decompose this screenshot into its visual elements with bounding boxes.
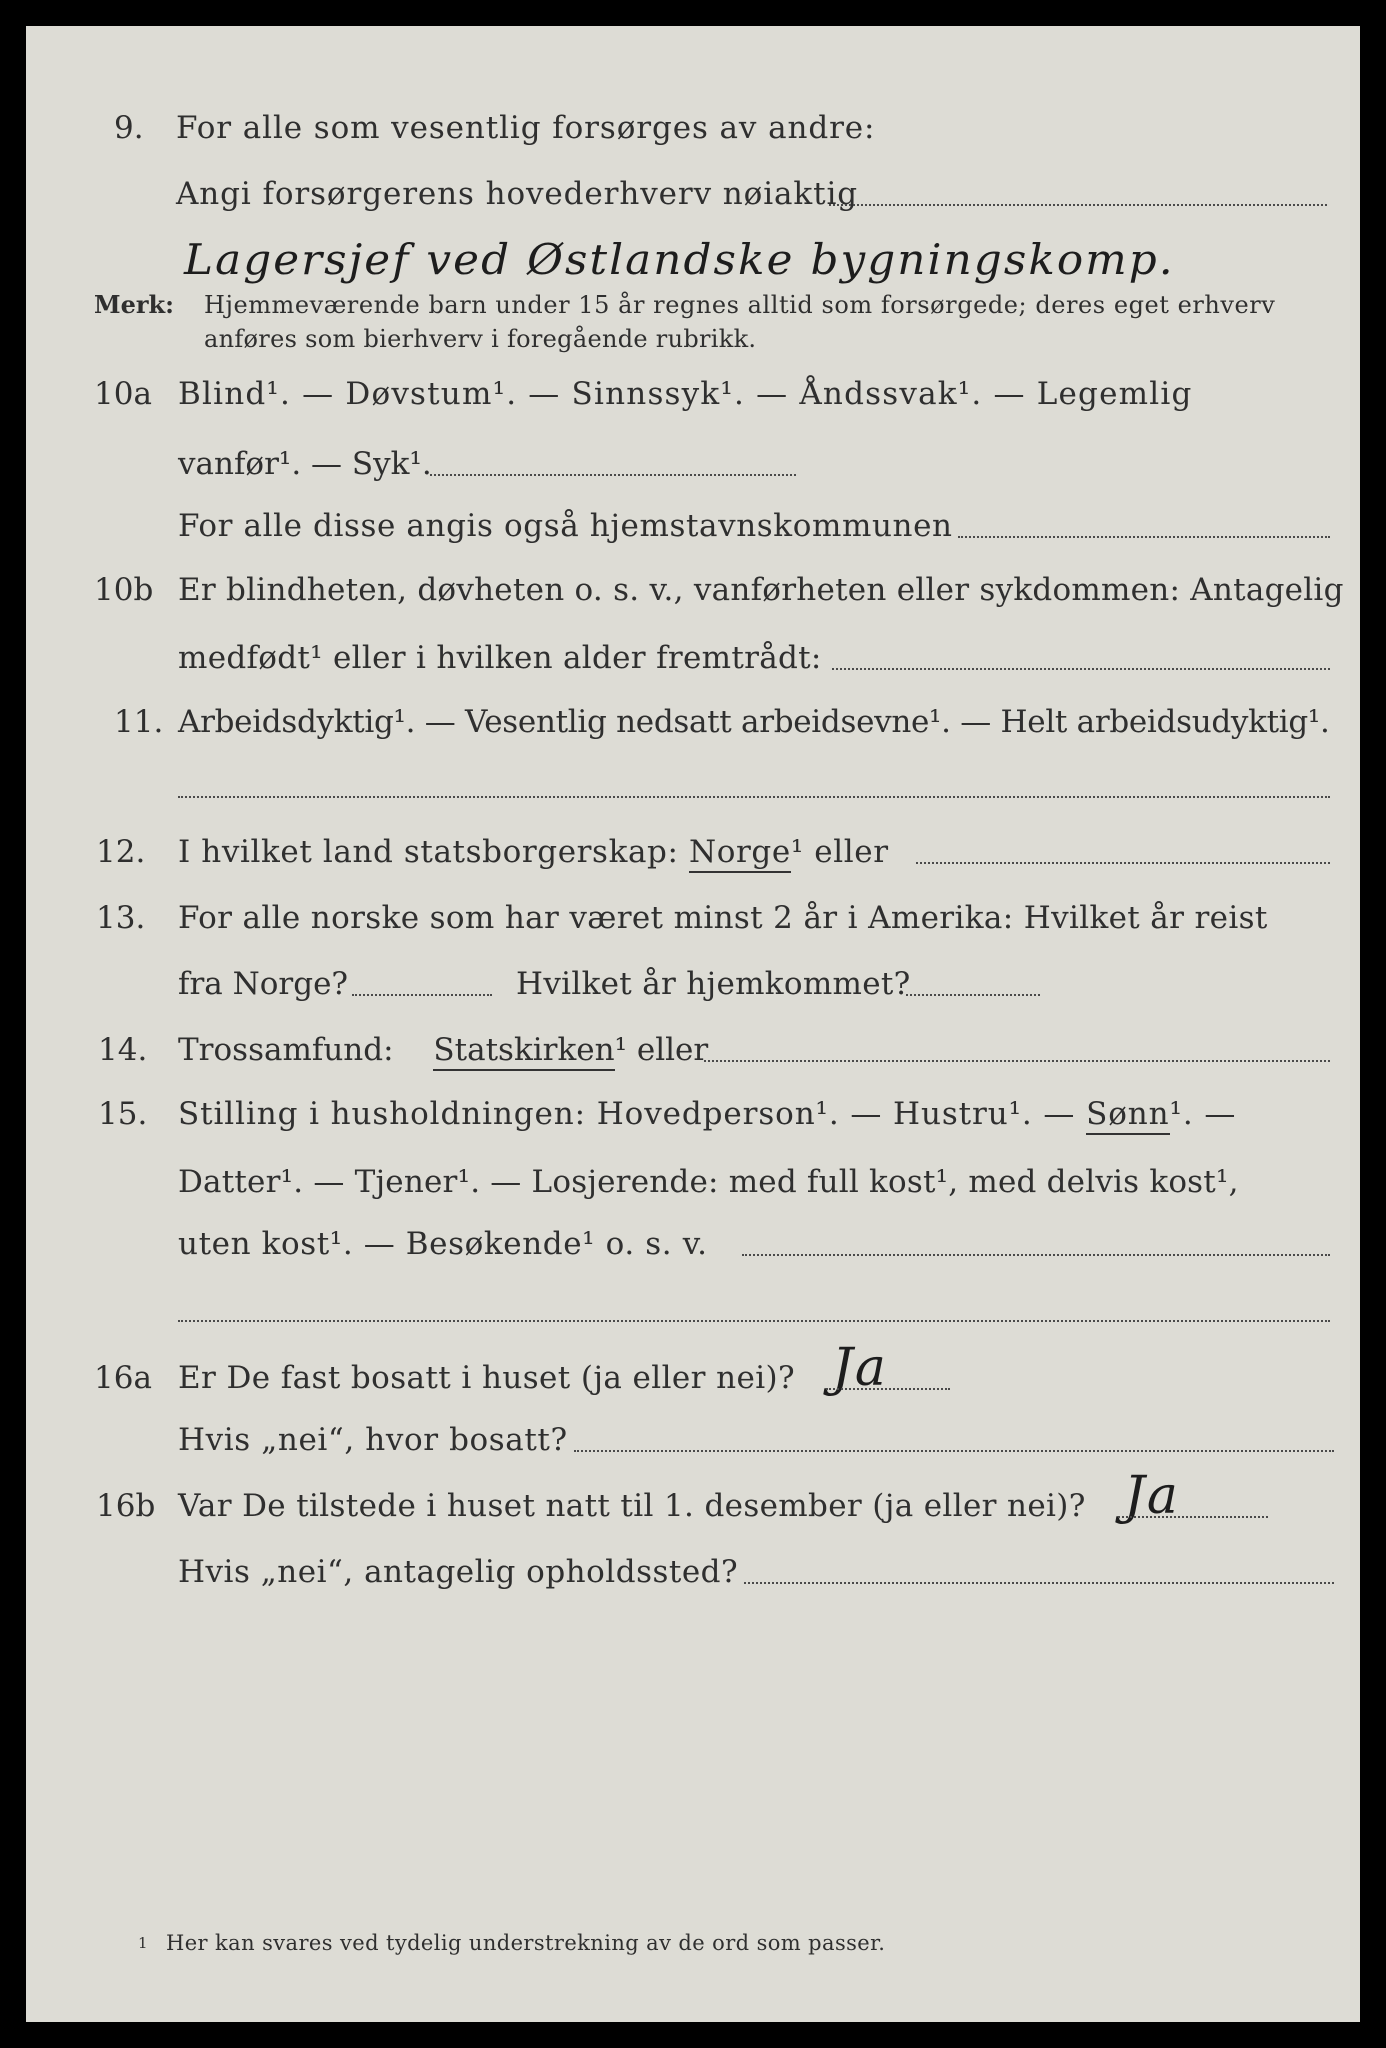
q16b-line1: Var De tilstede i huset natt til 1. desember (ja eller nei)? xyxy=(178,1488,1086,1524)
merk-line1: Hjemmeværende barn under 15 år regnes alltid som forsørgede; deres eget erhverv xyxy=(204,291,1276,319)
merk-line2: anføres som bierhverv i foregående rubrikk. xyxy=(204,325,757,353)
q10a-line1: Blind¹. — Døvstum¹. — Sinnssyk¹. — Åndssvak¹. — Legemlig xyxy=(178,376,1193,412)
footnote-text: Her kan svares ved tydelig understrekning av de ord som passer. xyxy=(166,1931,886,1955)
q11-line1: Arbeidsdyktig¹. — Vesentlig nedsatt arbeidsevne¹. — Helt arbeidsudyktig¹. xyxy=(178,704,1330,740)
q16a-line1: Er De fast bosatt i huset (ja eller nei)? xyxy=(178,1360,796,1396)
merk-label: Merk: xyxy=(94,290,174,319)
q14-eller: ¹ eller xyxy=(614,1032,709,1068)
q16b-answer-line xyxy=(1118,1516,1268,1518)
q14-answer-line xyxy=(704,1060,1330,1062)
q14-question: Trossamfund: xyxy=(178,1032,394,1068)
q9-number: 9. xyxy=(114,110,144,146)
q14-line xyxy=(178,1030,708,1070)
q9-line1: For alle som vesentlig forsørges av andre: xyxy=(176,110,876,146)
q15-line3: uten kost¹. — Besøkende¹ o. s. v. xyxy=(178,1226,708,1262)
q15-answer-line-1 xyxy=(742,1254,1330,1256)
q16a-handwritten-answer: Ja xyxy=(832,1338,888,1398)
q16a-bosatt-line xyxy=(574,1450,1334,1452)
q14-statskirken-underlined: Statskirken xyxy=(433,1032,614,1071)
q12-norge-underlined: Norge xyxy=(689,834,791,873)
q15-line1-end: ¹. — xyxy=(1169,1096,1237,1132)
q12-eller: ¹ eller xyxy=(790,834,889,870)
q13-reist-line xyxy=(352,994,492,996)
q16a-line2: Hvis „nei“, hvor bosatt? xyxy=(178,1422,568,1458)
q14-number: 14. xyxy=(98,1032,148,1068)
q12-number: 12. xyxy=(96,834,146,870)
q10a-hjemstavn-line xyxy=(958,536,1330,538)
q10a-line3: For alle disse angis også hjemstavnskommunen xyxy=(178,508,953,544)
q10b-line2: medfødt¹ eller i hvilken alder fremtrådt: xyxy=(178,640,822,676)
q16b-line2: Hvis „nei“, antagelig opholdssted? xyxy=(178,1554,739,1590)
q15-sonn-underlined: Sønn xyxy=(1086,1096,1169,1135)
q10b-line1: Er blindheten, døvheten o. s. v., vanførheten eller sykdommen: Antagelig xyxy=(178,572,1344,608)
q15-line1-text: Stilling i husholdningen: Hovedperson¹. — Hustru¹. — xyxy=(178,1096,1076,1132)
q11-number: 11. xyxy=(114,704,164,740)
q13-line2b: Hvilket år hjemkommet? xyxy=(516,966,911,1002)
q16b-number: 16b xyxy=(96,1488,156,1524)
q11-answer-line xyxy=(178,796,1330,798)
q16a-answer-line xyxy=(826,1388,950,1390)
q16b-opholdssted-line xyxy=(744,1582,1334,1584)
q9-handwritten-answer: Lagersjef ved Østlandske bygningskomp. xyxy=(184,235,1175,284)
census-form-page xyxy=(26,26,1360,2022)
q9-answer-line xyxy=(829,204,1327,206)
q10b-number: 10b xyxy=(94,572,154,608)
q12-line xyxy=(178,832,889,872)
q13-number: 13. xyxy=(96,900,146,936)
q10b-answer-line xyxy=(832,668,1330,670)
q15-answer-line-2 xyxy=(178,1320,1330,1322)
q13-line2a: fra Norge? xyxy=(178,966,349,1002)
q12-answer-line xyxy=(916,862,1330,864)
q15-line2: Datter¹. — Tjener¹. — Losjerende: med full kost¹, med delvis kost¹, xyxy=(178,1164,1239,1200)
q9-line2: Angi forsørgerens hovederhverv nøiaktig xyxy=(176,176,859,212)
q13-line1: For alle norske som har været minst 2 år i Amerika: Hvilket år reist xyxy=(178,900,1268,936)
q12-question: I hvilket land statsborgerskap: xyxy=(178,834,679,870)
q10a-number: 10a xyxy=(94,376,152,412)
footnote-mark: 1 xyxy=(138,1934,148,1952)
q10a-syk-line xyxy=(430,474,796,476)
q10a-line2: vanfør¹. — Syk¹. xyxy=(178,446,432,482)
q13-hjemkommet-line xyxy=(906,994,1040,996)
q16a-number: 16a xyxy=(94,1360,152,1396)
q16b-handwritten-answer: Ja xyxy=(1124,1466,1180,1526)
q15-line1 xyxy=(178,1094,1236,1134)
q15-number: 15. xyxy=(98,1096,148,1132)
